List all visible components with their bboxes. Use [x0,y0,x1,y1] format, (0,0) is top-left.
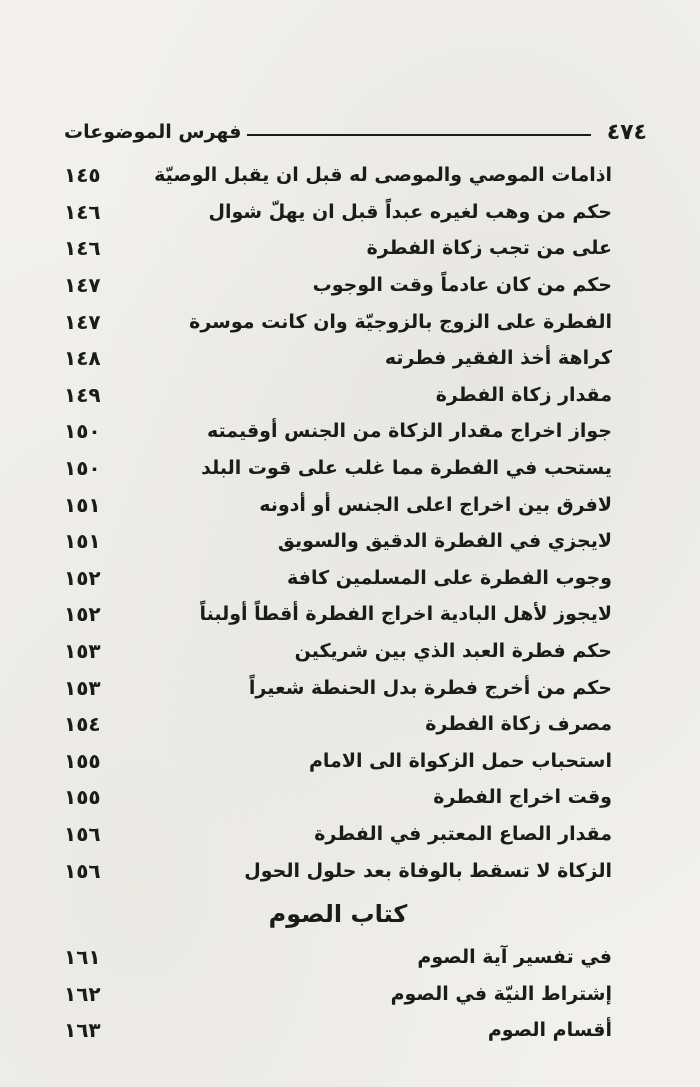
toc-entry-page: ١٤٦ [64,199,101,224]
toc-entry-page: ١٥٢ [64,565,101,590]
toc-entry-page: ١٥٥ [64,785,101,810]
toc-entry [64,633,612,670]
toc-entry-title: حكم فطرة العبد الذي بين شريكين [294,640,612,663]
toc-entry-page: ١٤٧ [64,309,101,334]
toc-entry-title: في تفسير آية الصوم [417,946,612,969]
toc-entry-title: اذامات الموصي والموصى له قبل ان يقبل الوصيّة [154,164,612,187]
toc-entry-title: مقدار الصاع المعتبر في الفطرة [314,822,612,845]
toc-entry [64,157,612,194]
toc-entry-page: ١٥١ [64,529,101,554]
toc-entry-title: حكم من كان عادماً وقت الوجوب [312,274,612,297]
toc-entry-title: لايجزي في الفطرة الدقيق والسويق [277,530,612,553]
toc-entry [64,706,612,743]
toc-entry [64,779,612,816]
page-header [64,117,647,147]
toc-entry [64,852,612,889]
toc-entry-page: ١٥٥ [64,748,101,773]
toc-entry-title: استحباب حمل الزكواة الى الامام [309,749,612,772]
toc-entry-page: ١٥٤ [64,712,101,737]
toc-entry-title: كراهة أخذ الفقير فطرته [384,347,612,370]
toc-entry-title: الفطرة على الزوج بالزوجيّة وان كانت موسرة [189,310,612,333]
toc-entry [64,743,612,780]
toc-entry-title: وجوب الفطرة على المسلمين كافة [286,566,612,589]
toc-entry-title: مصرف زكاة الفطرة [425,713,612,736]
toc-entry-page: ١٤٥ [64,163,101,188]
toc-entry [64,450,612,487]
toc-entry-page: ١٦١ [64,945,101,970]
toc-list-sawm [64,939,612,1049]
toc-entry-title: جواز اخراج مقدار الزكاة من الجنس أوقيمته [206,420,612,443]
toc-entry-page: ١٤٨ [64,346,101,371]
toc-entry-title: حكم من أخرج فطرة بدل الحنطة شعيراً [248,676,612,699]
section-heading [64,889,612,939]
toc-entry [64,230,612,267]
toc-entry-page: ١٤٧ [64,273,101,298]
toc-entry [64,596,612,633]
toc-entry [64,816,612,853]
toc-entry [64,1012,612,1049]
toc-entry-page: ١٦٣ [64,1018,101,1043]
toc-entry [64,669,612,706]
toc-entry-page: ١٦٢ [64,981,101,1006]
toc-entry [64,340,612,377]
toc-entry-title: أقسام الصوم [487,1019,612,1042]
toc-entry [64,486,612,523]
header-rule [247,134,590,136]
toc-entry-page: ١٥١ [64,492,101,517]
toc-entry [64,194,612,231]
toc-entry-title: مقدار زكاة الفطرة [435,383,612,406]
toc-entry-title: الزكاة لا تسقط بالوفاة بعد حلول الحول [244,859,612,882]
toc-entry [64,975,612,1012]
toc-entry-page: ١٥٦ [64,858,101,883]
toc-entry [64,523,612,560]
toc-entry-title: حكم من وهب لغيره عبداً قبل ان يهلّ شوال [208,200,612,223]
toc-entry-title: وقت اخراج الفطرة [433,786,612,809]
toc-entry-title: لافرق بين اخراج اعلى الجنس أو أدونه [259,493,612,516]
toc-entry [64,560,612,597]
toc-entry-page: ١٤٦ [64,236,101,261]
toc-entry [64,377,612,414]
page-number: ٤٧٤ [606,119,647,145]
toc-entry [64,413,612,450]
toc-entry-page: ١٥٠ [64,419,101,444]
toc-list-zakat [64,157,612,889]
toc-entry-title: على من تجب زكاة الفطرة [366,237,612,260]
toc-entry [64,303,612,340]
toc-entry-page: ١٥٢ [64,602,101,627]
toc-entry-title: لايجوز لأهل البادية اخراج الفطرة أقطاً أولبناً [199,603,612,626]
toc-entry-title: يستحب في الفطرة مما غلب على قوت البلد [201,457,612,480]
toc-entry [64,939,612,976]
toc-entry-title: إشتراط النيّة في الصوم [390,982,612,1005]
toc-entry-page: ١٥٣ [64,639,101,664]
toc-entry-page: ١٥٦ [64,821,101,846]
toc-entry-page: ١٥٣ [64,675,101,700]
toc-entry-page: ١٤٩ [64,382,101,407]
page-title: فهرس الموضوعات [64,121,242,143]
table-of-contents [64,157,612,1049]
section-heading-text: كتاب الصوم [268,899,408,928]
toc-entry [64,267,612,304]
toc-entry-page: ١٥٠ [64,456,101,481]
